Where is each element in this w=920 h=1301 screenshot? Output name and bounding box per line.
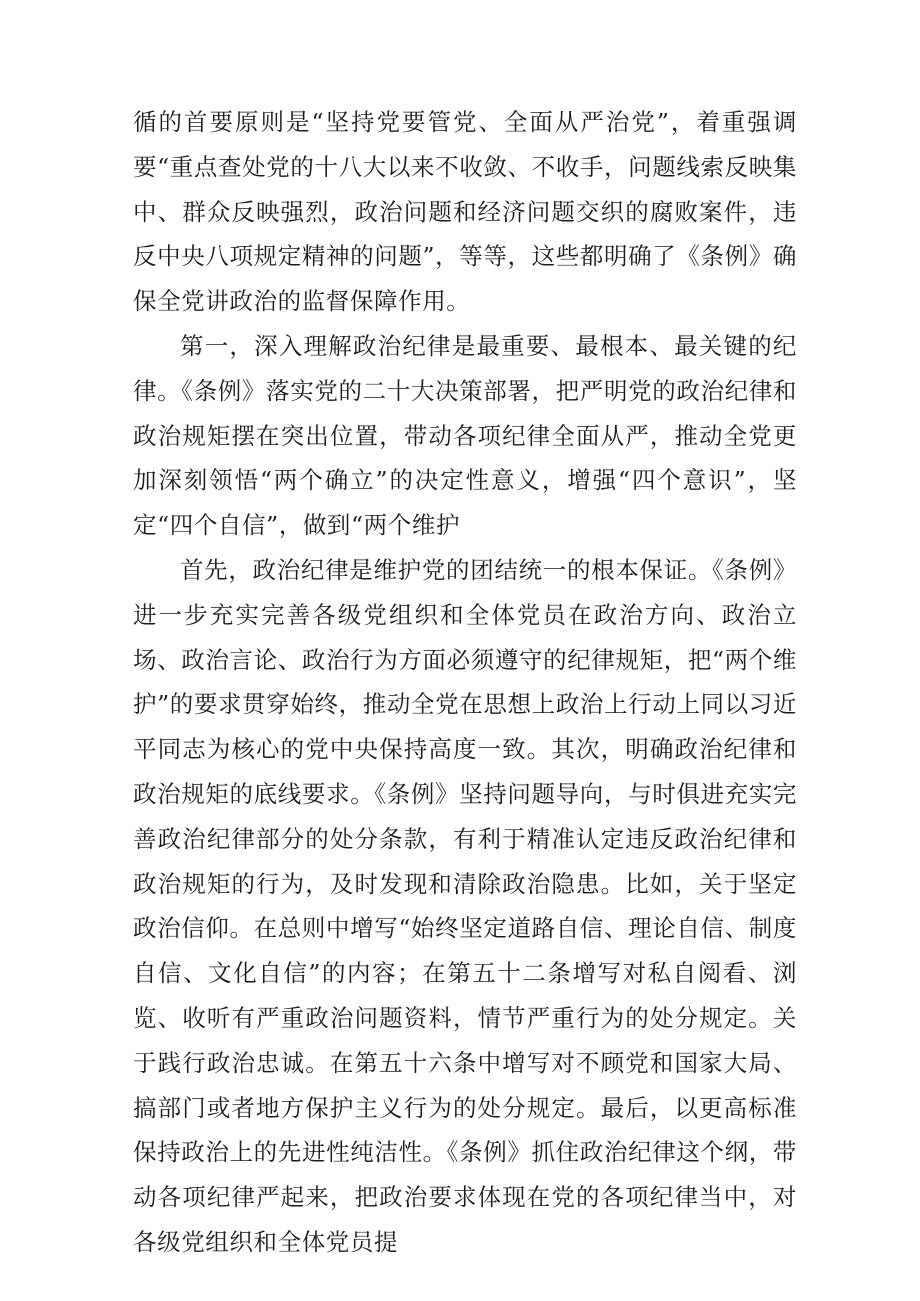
- paragraph-1: 循的首要原则是“坚持党要管党、全面从严治党”，着重强调要“重点查处党的十八大以来不收敛、不收手，问题线索反映集中、群众反映强烈，政治问题和经济问题交织的腐败案件，违反中央八项规定精神的问题”，等等，这些都明确了《条例》确保全党讲政治的监督保障作用。: [133, 108, 797, 316]
- paragraph-2: 第一，深入理解政治纪律是最重要、最根本、最关键的纪律。《条例》落实党的二十大决策部署，把严明党的政治纪律和政治规矩摆在突出位置，带动各项纪律全面从严，推动全党更加深刻领悟“两个确立”的决定性意义，增强“四个意识”，坚定“四个自信”，做到“两个维护: [133, 331, 797, 540]
- document-body: [133, 100, 797, 1265]
- paragraph-3: 首先，政治纪律是维护党的团结统一的根本保证。《条例》进一步充实完善各级党组织和全体党员在政治方向、政治立场、政治言论、政治行为方面必须遵守的纪律规矩，把“两个维护”的要求贯穿始终，推动全党在思想上政治上行动上同以习近平同志为核心的党中央保持高度一致。其次，明确政治纪律和政治规矩的底线要求。《条例》坚持问题导向，与时俱进充实完善政治纪律部分的处分条款，有利于精准认定违反政治纪律和政治规矩的行为，及时发现和清除政治隐患。比如，关于坚定政治信仰。在总则中增写“始终坚定道路自信、理论自信、制度自信、文化自信”的内容；在第五十二条增写对私自阅看、浏览、收听有严重政治问题资料，情节严重行为的处分规定。关于践行政治忠诚。在第五十六条中增写对不顾党和国家大局、搞部门或者地方保护主义行为的处分规定。最后，以更高标准保持政治上的先进性纯洁性。《条例》抓住政治纪律这个纲，带动各项纪律严起来，把政治要求体现在党的各项纪律当中，对各级党组织和全体党员提: [133, 555, 797, 1256]
